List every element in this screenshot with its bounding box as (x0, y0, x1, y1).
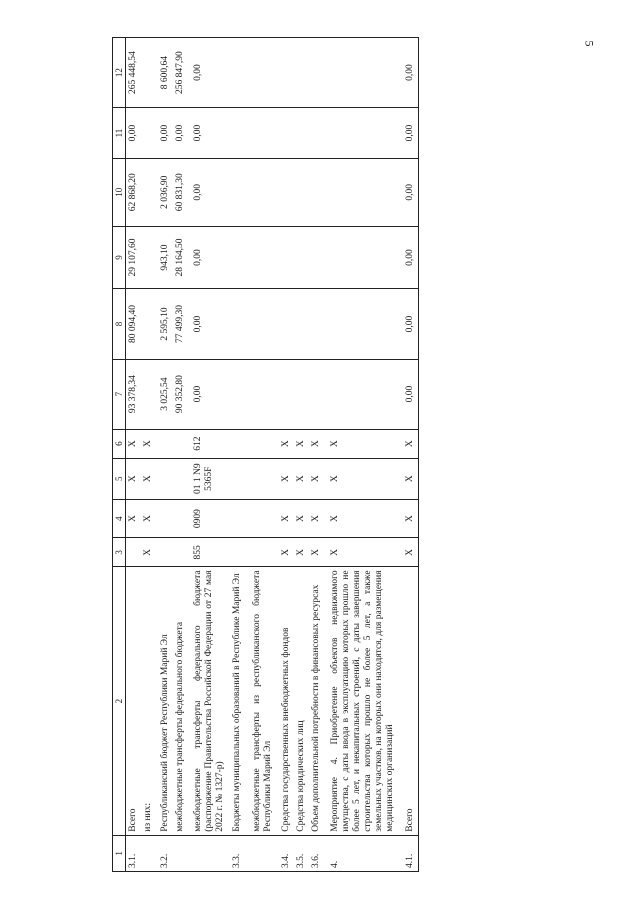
cell-grbs (173, 538, 188, 567)
cell-total (141, 38, 156, 108)
cell-total (276, 38, 294, 108)
row-number: 3.3. (228, 835, 245, 871)
cell-csr: Х (276, 458, 294, 499)
cell-year-2022 (228, 359, 245, 429)
cell-year-2024: 0,00 (188, 226, 228, 289)
cell-rzpr (156, 499, 173, 538)
cell-csr: Х (141, 458, 156, 499)
cell-year-2023: 0,00 (188, 289, 228, 359)
cell-csr: Х (324, 458, 398, 499)
row-name: Объем дополнительной потребности в финансовых ресурсах (309, 567, 324, 835)
cell-rzpr (245, 499, 276, 538)
cell-total (228, 38, 245, 108)
cell-rzpr (173, 499, 188, 538)
cell-year-2022: 0,00 (398, 359, 419, 429)
cell-grbs: Х (276, 538, 294, 567)
cell-total (309, 38, 324, 108)
cell-grbs (245, 538, 276, 567)
cell-rzpr: Х (294, 499, 309, 538)
column-header: 11 (113, 108, 126, 159)
cell-grbs: 855 (188, 538, 228, 567)
cell-vr: Х (141, 429, 156, 458)
table-row (188, 38, 228, 872)
cell-year-2023 (324, 289, 398, 359)
cell-year-2023: 77 499,30 (173, 289, 188, 359)
cell-year-2022 (294, 359, 309, 429)
row-name: Всего (126, 567, 142, 835)
cell-vr (228, 429, 245, 458)
cell-csr: 01 1 N9 5365F (188, 458, 228, 499)
column-header: 12 (113, 38, 126, 108)
cell-total: 265 448,54 (126, 38, 142, 108)
column-header: 8 (113, 289, 126, 359)
cell-year-2026 (294, 108, 309, 159)
cell-total (324, 38, 398, 108)
cell-year-2024 (141, 226, 156, 289)
table-row (245, 38, 276, 872)
row-name: из них: (141, 567, 156, 835)
cell-year-2025 (324, 158, 398, 226)
cell-year-2024 (294, 226, 309, 289)
row-number (173, 835, 188, 871)
cell-year-2023 (141, 289, 156, 359)
row-number: 3.1. (126, 835, 142, 871)
cell-total: 8 600,64 (156, 38, 173, 108)
table-row (324, 38, 398, 872)
cell-year-2025 (309, 158, 324, 226)
cell-year-2026 (245, 108, 276, 159)
row-number: 4.1. (398, 835, 419, 871)
cell-grbs: Х (309, 538, 324, 567)
cell-year-2025: 60 831,30 (173, 158, 188, 226)
cell-year-2025 (276, 158, 294, 226)
cell-year-2025 (245, 158, 276, 226)
column-header: 5 (113, 458, 126, 499)
financing-table-sheet (112, 37, 572, 872)
cell-rzpr: Х (324, 499, 398, 538)
row-name: межбюджетные трансферты из республиканского бюджета Республики Марий Эл (245, 567, 276, 835)
cell-total (245, 38, 276, 108)
table-row (141, 38, 156, 872)
cell-grbs: Х (141, 538, 156, 567)
cell-year-2023: 2 595,10 (156, 289, 173, 359)
cell-vr (156, 429, 173, 458)
column-header: 3 (113, 538, 126, 567)
cell-grbs: Х (398, 538, 419, 567)
cell-year-2026: 0,00 (398, 108, 419, 159)
cell-grbs: Х (324, 538, 398, 567)
cell-year-2026 (309, 108, 324, 159)
cell-rzpr: Х (276, 499, 294, 538)
cell-rzpr: Х (126, 499, 142, 538)
cell-vr: 612 (188, 429, 228, 458)
cell-vr: Х (294, 429, 309, 458)
cell-year-2025: 0,00 (398, 158, 419, 226)
row-name: Республиканский бюджет Республики Марий Эл (156, 567, 173, 835)
cell-year-2024: 29 107,60 (126, 226, 142, 289)
column-header: 10 (113, 158, 126, 226)
cell-year-2024: 28 164,50 (173, 226, 188, 289)
cell-year-2022 (276, 359, 294, 429)
cell-csr (173, 458, 188, 499)
row-number (141, 835, 156, 871)
table-row (228, 38, 245, 872)
column-header: 6 (113, 429, 126, 458)
cell-year-2022 (141, 359, 156, 429)
column-header: 1 (113, 835, 126, 871)
cell-year-2023 (228, 289, 245, 359)
table-row (398, 38, 419, 872)
cell-year-2026: 0,00 (126, 108, 142, 159)
row-number (188, 835, 228, 871)
cell-year-2022 (324, 359, 398, 429)
cell-year-2022: 93 378,34 (126, 359, 142, 429)
table-row (294, 38, 309, 872)
cell-total: 0,00 (398, 38, 419, 108)
column-header: 2 (113, 567, 126, 835)
cell-year-2024 (228, 226, 245, 289)
row-name: Бюджеты муниципальных образований в Республике Марий Эл (228, 567, 245, 835)
cell-total (294, 38, 309, 108)
cell-total: 0,00 (188, 38, 228, 108)
table-row (173, 38, 188, 872)
cell-csr: Х (309, 458, 324, 499)
cell-rzpr: Х (309, 499, 324, 538)
cell-csr (228, 458, 245, 499)
table-row (126, 38, 142, 872)
row-number: 3.4. (276, 835, 294, 871)
column-header: 7 (113, 359, 126, 429)
cell-year-2026 (324, 108, 398, 159)
row-number: 4. (324, 835, 398, 871)
cell-grbs: Х (294, 538, 309, 567)
cell-year-2022 (309, 359, 324, 429)
cell-vr: Х (126, 429, 142, 458)
cell-year-2026: 0,00 (173, 108, 188, 159)
cell-year-2026 (276, 108, 294, 159)
cell-vr: Х (398, 429, 419, 458)
cell-year-2026: 0,00 (188, 108, 228, 159)
cell-vr: Х (324, 429, 398, 458)
column-header: 4 (113, 499, 126, 538)
table-row (309, 38, 324, 872)
table-row (156, 38, 173, 872)
cell-year-2024 (309, 226, 324, 289)
cell-year-2025 (294, 158, 309, 226)
row-number: 3.6. (309, 835, 324, 871)
cell-year-2026 (228, 108, 245, 159)
cell-rzpr (228, 499, 245, 538)
cell-year-2023: 0,00 (398, 289, 419, 359)
cell-year-2022: 0,00 (188, 359, 228, 429)
row-name: межбюджетные трансферты федерального бюджета (распоряжение Правительства Российской Федерации от 27 мая 2022 г. № 1327-р) (188, 567, 228, 835)
cell-year-2023 (276, 289, 294, 359)
cell-total: 256 847,90 (173, 38, 188, 108)
cell-rzpr: Х (141, 499, 156, 538)
column-number-header (113, 38, 126, 872)
cell-year-2023 (309, 289, 324, 359)
cell-year-2023: 80 094,40 (126, 289, 142, 359)
row-name: межбюджетные трансферты федерального бюджета (173, 567, 188, 835)
cell-vr (245, 429, 276, 458)
cell-csr: Х (398, 458, 419, 499)
cell-year-2022 (245, 359, 276, 429)
cell-year-2025: 2 036,90 (156, 158, 173, 226)
cell-year-2024: 0,00 (398, 226, 419, 289)
cell-year-2024 (245, 226, 276, 289)
cell-year-2024 (324, 226, 398, 289)
row-name: Средства государственных внебюджетных фондов (276, 567, 294, 835)
cell-year-2025: 0,00 (188, 158, 228, 226)
row-number: 3.5. (294, 835, 309, 871)
cell-year-2023 (294, 289, 309, 359)
cell-year-2025 (141, 158, 156, 226)
cell-year-2026 (141, 108, 156, 159)
cell-grbs (228, 538, 245, 567)
row-name: Всего (398, 567, 419, 835)
cell-vr: Х (309, 429, 324, 458)
row-name: Мероприятие 4. Приобретение объектов недвижимого имущества, с даты ввода в эксплуатацию которых прошло не более 5 лет, и некапитальных строений, с даты завершения строительства которых прошло не более 5 лет, а также земельных участков, на которых они находятся, для размещения медицинских организаций (324, 567, 398, 835)
cell-rzpr: 0909 (188, 499, 228, 538)
cell-csr: Х (126, 458, 142, 499)
cell-grbs (126, 538, 142, 567)
cell-year-2022: 90 352,80 (173, 359, 188, 429)
table-body (126, 38, 419, 872)
cell-year-2025: 62 868,20 (126, 158, 142, 226)
row-number: 3.2. (156, 835, 173, 871)
cell-year-2023 (245, 289, 276, 359)
cell-vr: Х (276, 429, 294, 458)
cell-csr (156, 458, 173, 499)
financing-table (112, 37, 419, 872)
cell-year-2024 (276, 226, 294, 289)
cell-rzpr: Х (398, 499, 419, 538)
cell-csr: Х (294, 458, 309, 499)
column-header: 9 (113, 226, 126, 289)
cell-year-2022: 3 025,54 (156, 359, 173, 429)
table-row (276, 38, 294, 872)
cell-csr (245, 458, 276, 499)
cell-year-2025 (228, 158, 245, 226)
cell-vr (173, 429, 188, 458)
row-name: Средства юридических лиц (294, 567, 309, 835)
cell-grbs (156, 538, 173, 567)
row-number (245, 835, 276, 871)
cell-year-2026: 0,00 (156, 108, 173, 159)
cell-year-2024: 943,10 (156, 226, 173, 289)
page-number: 5 (582, 40, 597, 47)
